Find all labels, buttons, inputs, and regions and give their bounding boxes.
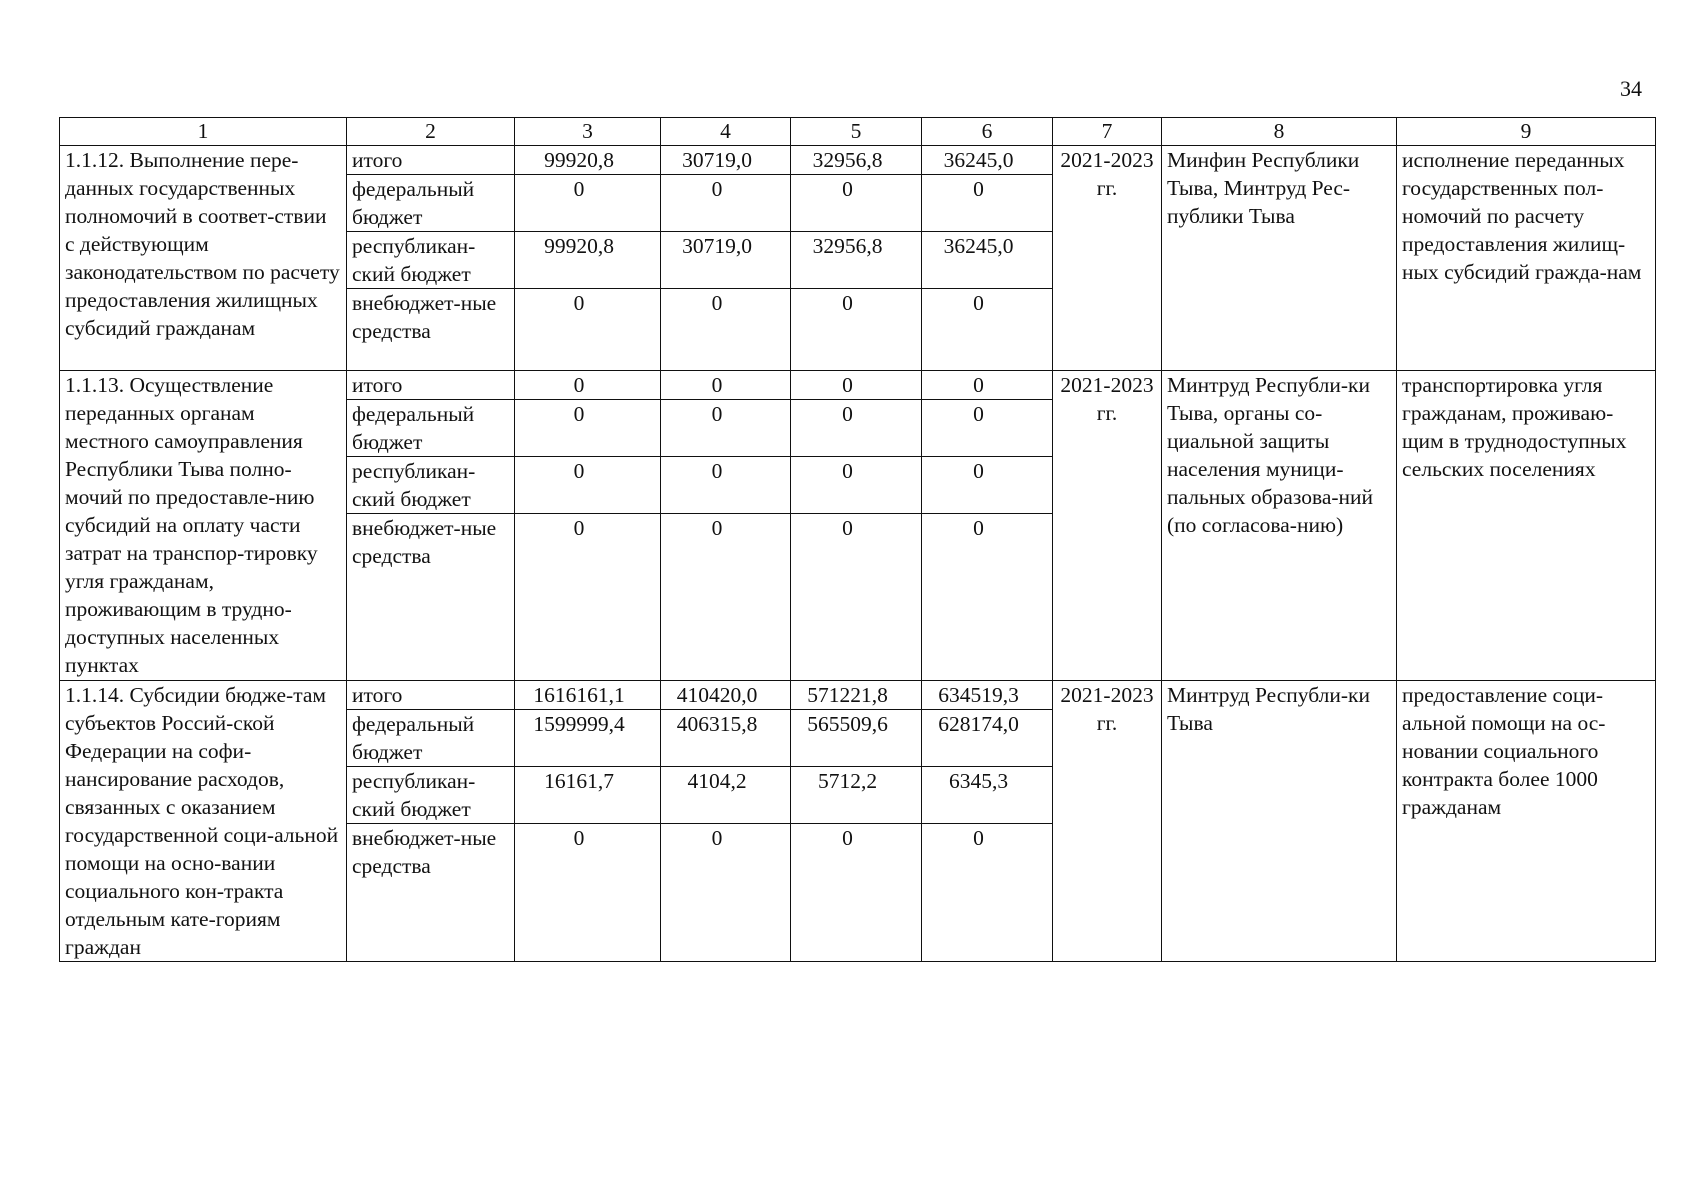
executor-cell: Минтруд Республи-ки Тыва, органы со-циальной защиты населения муници-пальных образова-ний (по согласова-нию) (1162, 371, 1397, 681)
executor-cell: Минфин Республики Тыва, Минтруд Рес-публики Тыва (1162, 146, 1397, 371)
amount-cell: 0 (515, 514, 661, 681)
amount-cell: 0 (922, 400, 1053, 457)
page-number: 34 (1620, 76, 1642, 101)
amount-cell: 0 (661, 514, 791, 681)
header-row (60, 118, 1656, 146)
funding-source-cell: республикан-ский бюджет (347, 767, 515, 824)
program-table (59, 117, 1656, 962)
result-cell: предоставление соци-альной помощи на ос-новании социального контракта более 1000 гражданам (1397, 681, 1656, 962)
table-row (60, 371, 1656, 400)
amount-cell: 32956,8 (791, 146, 922, 175)
amount-cell: 0 (791, 824, 922, 962)
funding-source-cell: итого (347, 146, 515, 175)
amount-cell: 0 (515, 457, 661, 514)
amount-cell: 571221,8 (791, 681, 922, 710)
amount-cell: 406315,8 (661, 710, 791, 767)
column-header: 2 (347, 118, 515, 146)
funding-source-cell: федеральный бюджет (347, 175, 515, 232)
amount-cell: 0 (922, 457, 1053, 514)
funding-source-cell: федеральный бюджет (347, 710, 515, 767)
amount-cell: 0 (791, 400, 922, 457)
amount-cell: 99920,8 (515, 146, 661, 175)
funding-source-cell: республикан-ский бюджет (347, 232, 515, 289)
amount-cell: 0 (661, 371, 791, 400)
result-cell: транспортировка угля гражданам, проживаю-щим в труднодоступных сельских поселениях (1397, 371, 1656, 681)
amount-cell: 1616161,1 (515, 681, 661, 710)
amount-cell: 0 (922, 514, 1053, 681)
amount-cell: 634519,3 (922, 681, 1053, 710)
amount-cell: 6345,3 (922, 767, 1053, 824)
amount-cell: 16161,7 (515, 767, 661, 824)
years-cell: 2021-2023 гг. (1053, 681, 1162, 962)
amount-cell: 0 (922, 824, 1053, 962)
amount-cell: 0 (791, 457, 922, 514)
amount-cell: 36245,0 (922, 232, 1053, 289)
amount-cell: 30719,0 (661, 146, 791, 175)
column-header: 5 (791, 118, 922, 146)
funding-source-cell: внебюджет-ные средства (347, 289, 515, 371)
executor-cell: Минтруд Республи-ки Тыва (1162, 681, 1397, 962)
measure-name-cell: 1.1.14. Субсидии бюдже-там субъектов Россий-ской Федерации на софи-нансирование расходов, связанных с оказанием государственной соци-альной помощи на осно-вании социального кон-тракта отдельным кате-гориям граждан (60, 681, 347, 962)
column-header: 3 (515, 118, 661, 146)
measure-name-cell: 1.1.13. Осуществление переданных органам местного самоуправления Республики Тыва полно-мочий по предоставле-нию субсидий на оплату части затрат на транспор-тировку угля гражданам, проживающим в трудно-доступных населенных пунктах (60, 371, 347, 681)
column-header: 8 (1162, 118, 1397, 146)
column-header: 6 (922, 118, 1053, 146)
years-cell: 2021-2023 гг. (1053, 146, 1162, 371)
amount-cell: 0 (791, 175, 922, 232)
column-header: 9 (1397, 118, 1656, 146)
amount-cell: 0 (922, 175, 1053, 232)
funding-source-cell: итого (347, 681, 515, 710)
amount-cell: 0 (922, 371, 1053, 400)
result-cell: исполнение переданных государственных пол-номочий по расчету предоставления жилищ-ных субсидий гражда-нам (1397, 146, 1656, 371)
amount-cell: 99920,8 (515, 232, 661, 289)
amount-cell: 410420,0 (661, 681, 791, 710)
amount-cell: 0 (791, 289, 922, 371)
amount-cell: 1599999,4 (515, 710, 661, 767)
amount-cell: 0 (661, 175, 791, 232)
column-header: 4 (661, 118, 791, 146)
funding-source-cell: внебюджет-ные средства (347, 824, 515, 962)
funding-source-cell: внебюджет-ные средства (347, 514, 515, 681)
table-row (60, 681, 1656, 710)
amount-cell: 0 (515, 175, 661, 232)
amount-cell: 30719,0 (661, 232, 791, 289)
amount-cell: 0 (515, 371, 661, 400)
amount-cell: 5712,2 (791, 767, 922, 824)
amount-cell: 628174,0 (922, 710, 1053, 767)
amount-cell: 0 (515, 289, 661, 371)
amount-cell: 0 (922, 289, 1053, 371)
amount-cell: 0 (661, 400, 791, 457)
amount-cell: 0 (661, 289, 791, 371)
amount-cell: 0 (791, 371, 922, 400)
amount-cell: 565509,6 (791, 710, 922, 767)
amount-cell: 0 (791, 514, 922, 681)
amount-cell: 0 (661, 457, 791, 514)
amount-cell: 0 (515, 824, 661, 962)
funding-source-cell: федеральный бюджет (347, 400, 515, 457)
amount-cell: 0 (661, 824, 791, 962)
funding-source-cell: итого (347, 371, 515, 400)
funding-source-cell: республикан-ский бюджет (347, 457, 515, 514)
column-header: 1 (60, 118, 347, 146)
years-cell: 2021-2023 гг. (1053, 371, 1162, 681)
amount-cell: 4104,2 (661, 767, 791, 824)
amount-cell: 0 (515, 400, 661, 457)
table-row (60, 146, 1656, 175)
measure-name-cell: 1.1.12. Выполнение пере-данных государственных полномочий в соответ-ствии с действующим законодательством по расчету предоставления жилищных субсидий гражданам (60, 146, 347, 371)
amount-cell: 32956,8 (791, 232, 922, 289)
column-header: 7 (1053, 118, 1162, 146)
amount-cell: 36245,0 (922, 146, 1053, 175)
